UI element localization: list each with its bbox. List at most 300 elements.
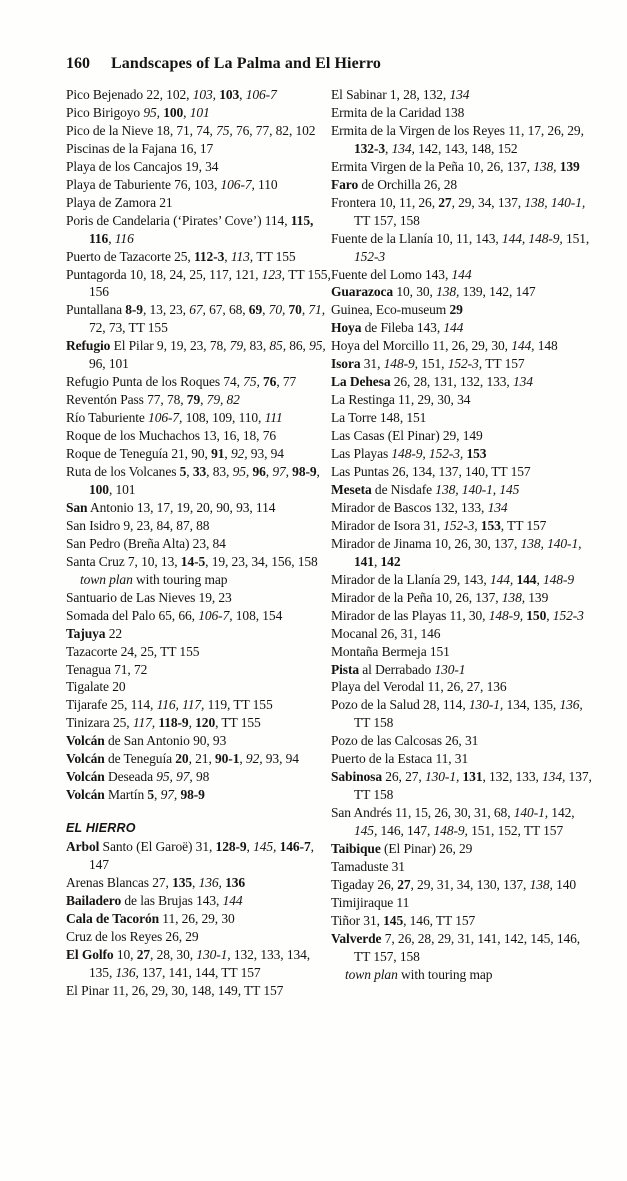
entry-segment: , 21, <box>188 751 215 767</box>
entry-segment: Mirador de Jinama 10, 26, 30, 137, <box>331 535 521 551</box>
entry-segment: La Dehesa <box>331 374 391 390</box>
entry-segment: Antonio 13, 17, 19, 20, 90, 93, 114 <box>87 499 276 515</box>
entry-segment: , <box>373 553 381 569</box>
entry-segment: 134, <box>542 769 569 785</box>
entry-segment: , <box>192 874 199 890</box>
entry-segment: Las Puntas 26, 134, 137, 140, TT 157 <box>331 464 531 480</box>
index-entry <box>331 86 599 104</box>
entry-segment: Pico Bejenado 22, 102, <box>66 87 193 102</box>
entry-segment: 106-7 <box>245 87 277 102</box>
entry-segment: 144 <box>222 892 243 908</box>
index-entry <box>331 194 599 230</box>
entry-segment: , <box>224 446 231 462</box>
index-entry <box>331 499 599 517</box>
entry-segment: Tigalate 20 <box>66 679 126 695</box>
entry-segment: 103 <box>219 87 240 102</box>
index-entry <box>331 283 599 301</box>
entry-segment: La Restinga 11, 29, 30, 34 <box>331 392 471 408</box>
entry-segment: Mirador de la Llanía 29, 143, <box>331 571 490 587</box>
index-entry <box>331 732 599 750</box>
entry-segment: , 29, 31, 34, 130, 137, <box>410 876 530 892</box>
entry-segment: 27 <box>438 194 452 210</box>
entry-segment: 27 <box>136 946 151 962</box>
entry-segment: El Golfo <box>66 946 114 962</box>
entry-segment: 130-1, <box>468 697 507 713</box>
entry-segment: 116, 117, <box>156 697 208 713</box>
entry-segment: 140 <box>556 876 577 892</box>
entry-segment: Piscinas de la Fajana 16, 17 <box>66 140 214 156</box>
entry-segment: , 147 <box>89 839 314 873</box>
index-entry <box>331 319 599 337</box>
index-entry <box>331 930 599 966</box>
index-entry <box>331 266 599 284</box>
entry-segment: TT 157, 158 <box>354 212 420 228</box>
entry-segment: , 13, 23, <box>142 302 190 318</box>
entry-segment: 14-5 <box>180 553 206 569</box>
entry-segment: Las Casas (El Pinar) 29, 149 <box>331 428 483 444</box>
entry-segment: , 77 <box>276 374 297 390</box>
entry-segment: de las Brujas 143, <box>121 892 223 908</box>
entry-segment: , <box>246 839 254 855</box>
entry-segment: San Isidro 9, 23, 84, 87, 88 <box>66 517 210 533</box>
entry-segment: 95, <box>232 464 253 480</box>
index-column-left <box>66 86 334 1000</box>
entry-segment: 134 <box>512 374 533 390</box>
entry-segment: 93, 94 <box>265 751 299 767</box>
entry-segment: 134 <box>487 499 508 515</box>
entry-segment: 116 <box>114 230 134 246</box>
index-entry <box>331 122 599 158</box>
index-entry <box>66 248 334 266</box>
entry-segment: Puerto de Tazacorte 25, <box>66 248 194 264</box>
entry-segment: , <box>385 140 392 156</box>
entry-segment: Playa de los Cancajos 19, 34 <box>66 158 219 174</box>
entry-segment: 86, <box>289 338 310 354</box>
entry-segment: , <box>186 464 193 480</box>
index-entry <box>331 750 599 768</box>
entry-segment: 108, 154 <box>235 607 283 623</box>
index-entry <box>66 910 334 928</box>
entry-segment: 90-1 <box>215 751 240 767</box>
index-entry <box>331 373 599 391</box>
index-entry <box>66 786 334 804</box>
entry-segment: 95, 97, <box>156 769 196 785</box>
entry-segment: 5 <box>179 464 187 480</box>
entry-segment: 7, 26, 28, 29, 31, 141, 142, 145, 146, TT 157, 158 <box>354 930 581 964</box>
index-entry <box>66 266 334 302</box>
entry-segment: 95, <box>309 338 326 354</box>
index-entry <box>66 463 334 499</box>
index-entry <box>331 678 599 696</box>
entry-segment: Bailadero <box>66 892 122 908</box>
entry-segment: Fuente del Lomo 143, <box>331 266 452 282</box>
entry-segment: 75, <box>216 122 236 138</box>
entry-segment: 93, 94 <box>250 446 284 462</box>
entry-segment: 146, 147, <box>380 823 434 839</box>
entry-segment: Roque de Teneguía 21, 90, <box>66 446 212 462</box>
entry-segment: 5 <box>147 787 155 803</box>
entry-segment: 148 <box>537 338 558 354</box>
entry-segment: 128-9 <box>215 839 247 855</box>
index-entry <box>66 122 334 140</box>
entry-segment: Refugio <box>66 338 111 354</box>
entry-segment: Playa del Verodal 11, 26, 27, 136 <box>331 679 507 695</box>
entry-segment: Montaña Bermeja 151 <box>331 643 450 659</box>
entry-segment: , 101 <box>108 481 136 497</box>
entry-segment: Santo (El Garoë) 31, <box>99 839 216 855</box>
entry-segment: San Andrés 11, 15, 26, 30, 31, 68, <box>331 805 514 821</box>
index-entry <box>66 714 334 732</box>
index-entry <box>66 337 334 373</box>
entry-segment: 76, 77, 82, 102 <box>235 122 316 138</box>
entry-segment: de Nisdafe <box>371 481 436 497</box>
entry-segment: 152-3, <box>447 356 486 372</box>
index-entry <box>331 301 599 319</box>
entry-segment: Somada del Palo 65, 66, <box>66 607 199 623</box>
entry-segment: TT 157 <box>485 356 525 372</box>
entry-segment: Puntagorda 10, 18, 24, 25, 117, 121, <box>66 266 262 282</box>
index-entry <box>331 427 599 445</box>
index-entry <box>66 535 334 553</box>
entry-segment: 132-3 <box>354 140 385 156</box>
page-number: 160 <box>66 55 90 72</box>
entry-segment: 144, <box>511 338 538 354</box>
entry-segment: 130-1 <box>434 661 466 677</box>
entry-segment: 98-9 <box>180 787 205 803</box>
index-entry <box>66 625 334 643</box>
entry-segment: Arbol <box>66 839 100 855</box>
index-entry <box>66 946 334 982</box>
entry-segment: 118-9 <box>158 715 189 731</box>
entry-segment: Río Taburiente <box>66 410 149 426</box>
index-entry <box>66 176 334 194</box>
entry-segment: (El Pinar) 26, 29 <box>380 841 473 857</box>
index-entry <box>331 176 599 194</box>
entry-segment: 96, 101 <box>89 356 129 372</box>
entry-segment: 151, <box>421 356 448 372</box>
index-entry <box>66 140 334 158</box>
entry-segment: 145, <box>253 839 280 855</box>
entry-segment: , 132, 133, <box>482 769 543 785</box>
entry-segment: 153 <box>480 517 501 533</box>
entry-segment: Deseada <box>104 769 157 785</box>
index-entry <box>66 409 334 427</box>
index-entry <box>66 517 334 535</box>
entry-segment: 120 <box>195 715 216 731</box>
index-entry <box>331 643 599 661</box>
entry-segment: 148-9, 152-3, <box>391 446 467 462</box>
index-entry <box>66 158 334 176</box>
entry-segment: 151, 152, TT 157 <box>471 823 564 839</box>
entry-segment: Tazacorte 24, 25, TT 155 <box>66 643 200 659</box>
entry-segment: Hoya <box>331 320 362 336</box>
entry-segment: Mirador de Bascos 132, 133, <box>331 499 488 515</box>
entry-segment: 11, 26, 29, 30 <box>159 910 235 926</box>
entry-segment: Puerto de la Estaca 11, 31 <box>331 751 469 767</box>
entry-segment: Pista <box>331 661 359 677</box>
entry-segment: Mirador de la Peña 10, 26, 137, <box>331 589 502 605</box>
entry-segment: 132, 133, 134, 135, <box>89 946 311 980</box>
index-entry <box>331 912 599 930</box>
entry-segment: 106-7, <box>198 607 236 623</box>
index-subentry <box>345 966 599 984</box>
entry-segment: 100 <box>89 481 109 497</box>
entry-segment: Martín <box>104 787 148 803</box>
entry-segment: 137, 141, 144, TT 157 <box>142 964 261 980</box>
entry-segment: 130-1, <box>424 769 463 785</box>
entry-segment: 100 <box>163 104 184 120</box>
entry-segment: , <box>154 787 161 803</box>
entry-segment: Tamaduste 31 <box>331 858 405 874</box>
index-entry <box>331 696 599 732</box>
entry-segment: 67, <box>189 302 210 318</box>
entry-segment: 142 <box>380 553 401 569</box>
entry-segment: Volcán <box>66 787 105 803</box>
entry-segment: Tiñor 31, <box>331 912 384 928</box>
entry-segment: 110 <box>258 176 278 192</box>
entry-segment: , TT 155 <box>215 715 261 731</box>
index-entry <box>331 535 599 571</box>
entry-segment: Pico Birigoyo <box>66 104 144 120</box>
index-entry <box>331 517 599 535</box>
index-entry <box>331 607 599 625</box>
index-entry <box>331 661 599 679</box>
entry-segment: Cala de Tacorón <box>66 910 160 926</box>
entry-segment: 136, <box>559 697 583 713</box>
entry-segment: Santa Cruz 7, 10, 13, <box>66 553 181 569</box>
entry-segment: , 146, TT 157 <box>403 912 476 928</box>
entry-segment: 136, <box>115 964 143 980</box>
index-entry <box>66 194 334 212</box>
entry-segment: Tajuya <box>66 625 106 641</box>
entry-segment: 97, <box>272 464 293 480</box>
entry-segment: 67, 68, <box>209 302 249 318</box>
entry-segment: , <box>536 571 543 587</box>
index-entry <box>66 301 334 337</box>
entry-segment: 136 <box>225 874 246 890</box>
entry-segment: 20 <box>175 751 189 767</box>
entry-segment: 140-1, <box>513 805 552 821</box>
entry-segment: , 19, 23, 34, 156, 158 <box>205 553 318 569</box>
entry-segment: Pico de la Nieve 18, 71, 74, <box>66 122 217 138</box>
entry-segment: Reventón Pass 77, 78, <box>66 392 187 408</box>
entry-segment: 26, 28, 131, 132, 133, <box>390 374 513 390</box>
entry-segment: , <box>262 302 269 318</box>
entry-segment: , <box>239 87 246 102</box>
page-title: Landscapes of La Palma and El Hierro <box>111 55 381 72</box>
entry-segment: Tigaday 26, <box>331 876 398 892</box>
entry-segment: 8-9 <box>125 302 143 318</box>
entry-segment: 70 <box>288 302 302 318</box>
index-entry <box>66 643 334 661</box>
index-entry <box>331 445 599 463</box>
index-column-right <box>331 86 599 984</box>
entry-segment: Puntallana <box>66 302 126 318</box>
entry-segment: 79, 82 <box>206 392 240 408</box>
entry-segment: de Fileba 143, <box>361 320 444 336</box>
index-entry <box>66 373 334 391</box>
entry-segment: 131 <box>462 769 483 785</box>
entry-segment: , <box>239 751 246 767</box>
index-entry <box>66 427 334 445</box>
entry-segment: 27 <box>397 876 411 892</box>
entry-segment: San Pedro (Breña Alta) 23, 84 <box>66 535 226 551</box>
entry-segment: 22 <box>105 625 122 641</box>
entry-segment: 76 <box>263 374 277 390</box>
entry-segment: with touring map <box>401 966 493 982</box>
entry-segment: , <box>265 464 273 480</box>
entry-segment: 97, <box>160 787 181 803</box>
entry-segment: Tijarafe 25, 114, <box>66 697 157 713</box>
entry-segment: Meseta <box>331 481 372 497</box>
entry-segment: Cruz de los Reyes 26, 29 <box>66 928 199 944</box>
entry-segment: 79, <box>229 338 250 354</box>
entry-segment: El Pinar 11, 26, 29, 30, 148, 149, TT 157 <box>66 982 284 998</box>
entry-segment: Tinizara 25, <box>66 715 133 731</box>
entry-segment: Ermita de la Virgen de los Reyes 11, 17, 26, 29, <box>331 122 584 138</box>
entry-segment: 98 <box>195 769 210 785</box>
entry-segment: 33 <box>192 464 207 480</box>
entry-segment: Isora <box>331 356 361 372</box>
index-entry <box>66 750 334 768</box>
entry-segment: 72, 73, TT 155 <box>89 320 168 336</box>
entry-segment: , 29, 34, 137, <box>451 194 525 210</box>
entry-segment: de San Antonio 90, 93 <box>104 733 227 749</box>
entry-segment: 115, 116 <box>89 212 314 246</box>
entry-segment: Refugio Punta de los Roques 74, <box>66 374 244 390</box>
index-entry <box>331 768 599 804</box>
entry-segment: Guarazoca <box>331 284 394 300</box>
entry-segment: 92, <box>245 751 266 767</box>
index-entry <box>66 607 334 625</box>
entry-segment: 69 <box>248 302 263 318</box>
entry-segment: 31, <box>360 356 384 372</box>
index-entry <box>66 892 334 910</box>
entry-segment: 138, 140-1, 145 <box>435 481 520 497</box>
entry-segment: , 83, <box>206 464 233 480</box>
entry-segment: 98-9 <box>292 464 317 480</box>
entry-segment: 106-7, <box>148 410 186 426</box>
entry-segment: , <box>108 230 115 246</box>
entry-segment: 138, <box>436 284 463 300</box>
entry-segment: , TT 157 <box>500 517 547 533</box>
index-entry <box>66 732 334 750</box>
entry-segment: Tenagua 71, 72 <box>66 661 148 677</box>
entry-segment: 112-3 <box>193 248 225 264</box>
entry-segment: 106-7, <box>220 176 259 192</box>
index-entry <box>331 876 599 894</box>
entry-segment: 148-9, <box>488 607 527 623</box>
index-entry <box>331 391 599 409</box>
entry-segment: 10, 30, <box>393 284 437 300</box>
entry-segment: 145 <box>383 912 404 928</box>
entry-segment: Las Playas <box>331 446 392 462</box>
entry-segment: Frontera 10, 11, 26, <box>331 194 439 210</box>
entry-segment: Playa de Zamora 21 <box>66 194 173 210</box>
entry-segment: 10, <box>113 946 137 962</box>
index-entry <box>331 894 599 912</box>
entry-segment: 138, <box>529 876 557 892</box>
entry-segment: 148-9 <box>543 571 574 587</box>
index-entry <box>66 928 334 946</box>
entry-segment: San <box>66 499 88 515</box>
index-entry <box>331 840 599 858</box>
entry-segment: , <box>316 464 320 480</box>
entry-segment: El Pilar 9, 19, 23, 78, <box>110 338 230 354</box>
entry-segment: , <box>188 715 196 731</box>
entry-segment: Volcán <box>66 751 105 767</box>
entry-segment: 153 <box>466 446 487 462</box>
entry-segment: Roque de los Muchachos 13, 16, 18, 76 <box>66 428 277 444</box>
entry-segment: 83, <box>249 338 270 354</box>
entry-segment: 142, 143, 148, 152 <box>418 140 518 156</box>
entry-segment: 138, <box>501 589 529 605</box>
entry-segment: 152-3, <box>443 517 481 533</box>
entry-segment: Ruta de los Volcanes <box>66 464 180 480</box>
entry-segment: 139, 142, 147 <box>462 284 536 300</box>
entry-segment: 134, 135, <box>506 697 560 713</box>
entry-segment: 144, 148-9, <box>501 230 566 246</box>
index-entry <box>66 445 334 463</box>
index-entry <box>331 625 599 643</box>
section-heading-el-hierro: EL HIERRO <box>66 821 136 836</box>
entry-segment: 141 <box>354 553 374 569</box>
entry-segment: 146-7 <box>279 839 311 855</box>
entry-segment: 91 <box>211 446 225 462</box>
entry-segment: de Orchilla 26, 28 <box>358 176 458 192</box>
index-entry <box>331 104 599 122</box>
entry-segment: Valverde <box>331 930 382 946</box>
entry-segment: 113, <box>230 248 257 264</box>
entry-segment: Hoya del Morcillo 11, 26, 29, 30, <box>331 338 512 354</box>
entry-segment: de Teneguía <box>104 751 176 767</box>
entry-segment: al Derrabado <box>359 661 435 677</box>
entry-segment: 95, <box>143 104 164 120</box>
entry-segment: 96 <box>252 464 266 480</box>
entry-segment: 144 <box>451 266 472 282</box>
entry-segment: with touring map <box>136 571 228 587</box>
index-entry <box>66 589 334 607</box>
entry-segment: 119, TT 155 <box>207 697 273 713</box>
entry-segment: Volcán <box>66 769 105 785</box>
entry-segment: 137, TT 158 <box>354 769 592 803</box>
entry-segment: Timijiraque 11 <box>331 894 410 910</box>
index-entry <box>66 104 334 122</box>
entry-segment: , <box>546 607 553 623</box>
entry-segment: 103, <box>192 87 220 102</box>
entry-segment: El Sabinar 1, 28, 132, <box>331 87 450 102</box>
entry-segment: 75, <box>243 374 264 390</box>
entry-segment: 144 <box>443 320 464 336</box>
entry-segment: Mocanal 26, 31, 146 <box>331 625 441 641</box>
index-entry <box>66 874 334 892</box>
entry-segment: 79 <box>186 392 201 408</box>
entry-segment: 117, <box>132 715 159 731</box>
index-entry <box>66 678 334 696</box>
entry-segment: 130-1, <box>196 946 234 962</box>
index-entry <box>66 553 334 571</box>
entry-segment: , 28, 30, <box>150 946 197 962</box>
entry-segment: Pozo de las Calcosas 26, 31 <box>331 733 479 749</box>
entry-segment: 150 <box>526 607 547 623</box>
entry-segment: 152-3 <box>552 607 584 623</box>
index-entry <box>331 355 599 373</box>
entry-segment: 139 <box>559 158 580 174</box>
entry-segment: Faro <box>331 176 359 192</box>
entry-segment: 70, <box>268 302 289 318</box>
entry-segment: 138, 140-1, <box>524 194 586 210</box>
entry-segment: 108, 109, 110, <box>185 410 265 426</box>
